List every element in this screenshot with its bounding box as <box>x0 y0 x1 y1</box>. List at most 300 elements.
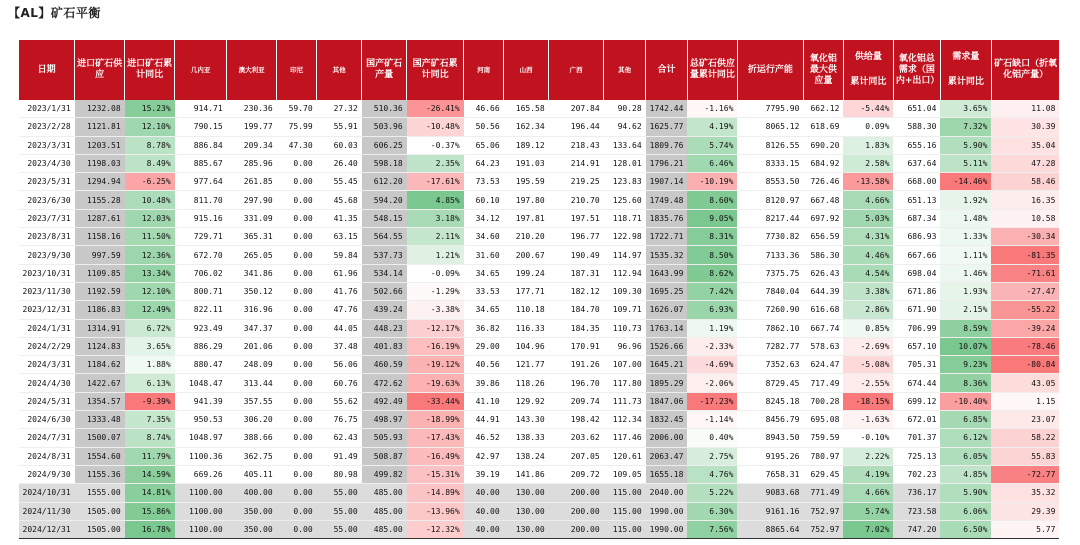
table-cell: 31.60 <box>464 246 504 264</box>
table-cell: 1294.94 <box>75 173 125 191</box>
table-cell: 362.75 <box>227 447 277 465</box>
table-cell: 94.62 <box>604 118 646 136</box>
table-cell: 5.90% <box>940 484 991 502</box>
table-cell: 790.15 <box>175 118 227 136</box>
table-cell: 626.43 <box>803 264 843 282</box>
table-cell: 1354.57 <box>75 392 125 410</box>
table-cell: 662.12 <box>803 100 843 118</box>
table-cell: 138.33 <box>504 429 549 447</box>
table-cell: -72.77 <box>991 465 1059 483</box>
table-cell: 55.83 <box>991 447 1059 465</box>
table-cell: -26.41% <box>407 100 464 118</box>
table-cell: 510.36 <box>362 100 407 118</box>
table-cell: 8.74% <box>125 429 175 447</box>
table-cell: 671.86 <box>893 282 940 300</box>
table-cell: 41.76 <box>317 282 362 300</box>
date-cell: 2023/1/31 <box>19 100 75 118</box>
table-cell: 8217.44 <box>737 209 803 227</box>
table-cell: 1895.29 <box>646 374 688 392</box>
date-cell: 2023/12/31 <box>19 301 75 319</box>
table-cell: 811.70 <box>175 191 227 209</box>
table-cell: 248.09 <box>227 356 277 374</box>
date-cell: 2023/7/31 <box>19 209 75 227</box>
table-cell: 16.78% <box>125 520 175 538</box>
table-cell: 120.61 <box>604 447 646 465</box>
table-cell: 699.12 <box>893 392 940 410</box>
table-cell: 91.49 <box>317 447 362 465</box>
table-row <box>19 356 1060 374</box>
table-cell: 130.00 <box>504 520 549 538</box>
table-cell: 1722.71 <box>646 228 688 246</box>
table-cell: 5.74% <box>843 502 893 520</box>
table-cell: 143.30 <box>504 411 549 429</box>
table-cell: 107.00 <box>604 356 646 374</box>
table-cell: 46.52 <box>464 429 504 447</box>
table-cell: 4.54% <box>843 264 893 282</box>
table-cell: 7375.75 <box>737 264 803 282</box>
table-cell: 191.26 <box>549 356 604 374</box>
table-cell: 1907.14 <box>646 173 688 191</box>
table-cell: 1121.81 <box>75 118 125 136</box>
table-cell: 162.34 <box>504 118 549 136</box>
table-cell: 7.35% <box>125 411 175 429</box>
table-cell: 8.59% <box>940 319 991 337</box>
column-header: 合计 <box>646 40 688 100</box>
table-cell: 115.00 <box>604 502 646 520</box>
table-cell: 198.42 <box>549 411 604 429</box>
table-cell: 548.15 <box>362 209 407 227</box>
table-row <box>19 429 1060 447</box>
table-cell: 8.62% <box>687 264 737 282</box>
table-cell: 55.00 <box>317 520 362 538</box>
table-cell: 214.91 <box>549 154 604 172</box>
table-cell: 357.55 <box>227 392 277 410</box>
table-cell: 23.07 <box>991 411 1059 429</box>
table-cell: 0.00 <box>277 209 317 227</box>
table-cell: 3.18% <box>407 209 464 227</box>
table-cell: 705.31 <box>893 356 940 374</box>
table-row <box>19 374 1060 392</box>
table-cell: 30.39 <box>991 118 1059 136</box>
table-cell: 736.17 <box>893 484 940 502</box>
table-cell: 1695.25 <box>646 282 688 300</box>
column-header: 折运行产能 <box>737 40 803 100</box>
table-cell: -15.31% <box>407 465 464 483</box>
table-cell: 341.86 <box>227 264 277 282</box>
table-cell: 672.70 <box>175 246 227 264</box>
table-cell: 104.96 <box>504 337 549 355</box>
table-cell: 0.00 <box>277 191 317 209</box>
table-cell: 1763.14 <box>646 319 688 337</box>
table-cell: 90.28 <box>604 100 646 118</box>
date-cell: 2023/11/30 <box>19 282 75 300</box>
table-cell: -55.22 <box>991 301 1059 319</box>
table-cell: 44.05 <box>317 319 362 337</box>
date-cell: 2024/3/31 <box>19 356 75 374</box>
table-cell: 297.90 <box>227 191 277 209</box>
table-cell: 1832.45 <box>646 411 688 429</box>
table-cell: 60.03 <box>317 136 362 154</box>
table-cell: 1505.00 <box>75 502 125 520</box>
table-cell: 1184.62 <box>75 356 125 374</box>
table-cell: 5.11% <box>940 154 991 172</box>
table-cell: 209.72 <box>549 465 604 483</box>
table-cell: 12.10% <box>125 118 175 136</box>
table-cell: -12.17% <box>407 319 464 337</box>
table-cell: 8729.45 <box>737 374 803 392</box>
table-cell: 35.32 <box>991 484 1059 502</box>
table-row <box>19 264 1060 282</box>
table-cell: 40.00 <box>464 484 504 502</box>
column-header: 印尼 <box>277 40 317 100</box>
table-cell: 977.64 <box>175 173 227 191</box>
table-cell: 6.85% <box>940 411 991 429</box>
table-cell: 6.93% <box>687 301 737 319</box>
date-cell: 2024/2/29 <box>19 337 75 355</box>
table-cell: 4.66% <box>843 484 893 502</box>
table-cell: -16.19% <box>407 337 464 355</box>
table-cell: -17.61% <box>407 173 464 191</box>
table-cell: 110.73 <box>604 319 646 337</box>
table-cell: -17.23% <box>687 392 737 410</box>
table-cell: 508.87 <box>362 447 407 465</box>
table-cell: 780.97 <box>803 447 843 465</box>
table-cell: 1500.07 <box>75 429 125 447</box>
table-cell: 73.53 <box>464 173 504 191</box>
table-cell: 923.49 <box>175 319 227 337</box>
table-cell: 598.18 <box>362 154 407 172</box>
table-cell: 261.85 <box>227 173 277 191</box>
table-cell: 4.76% <box>687 465 737 483</box>
table-cell: 0.00 <box>277 173 317 191</box>
table-cell: 7.56% <box>687 520 737 538</box>
table-cell: 201.06 <box>227 337 277 355</box>
table-cell: 9.23% <box>940 356 991 374</box>
table-cell: 76.75 <box>317 411 362 429</box>
table-cell: 191.03 <box>504 154 549 172</box>
table-cell: 130.00 <box>504 502 549 520</box>
table-row <box>19 136 1060 154</box>
table-cell: 0.00 <box>277 465 317 483</box>
table-cell: 189.12 <box>504 136 549 154</box>
table-cell: 117.80 <box>604 374 646 392</box>
table-cell: 502.66 <box>362 282 407 300</box>
table-cell: 184.70 <box>549 301 604 319</box>
table-cell: 747.20 <box>893 520 940 538</box>
table-cell: 1.46% <box>940 264 991 282</box>
table-row <box>19 301 1060 319</box>
table-cell: -81.35 <box>991 246 1059 264</box>
table-cell: 499.82 <box>362 465 407 483</box>
table-cell: 1203.51 <box>75 136 125 154</box>
table-cell: 6.06% <box>940 502 991 520</box>
table-cell: 0.00 <box>277 246 317 264</box>
table-cell: 350.00 <box>227 520 277 538</box>
table-cell: 46.66 <box>464 100 504 118</box>
table-cell: 34.12 <box>464 209 504 227</box>
table-cell: 12.36% <box>125 246 175 264</box>
table-cell: 60.76 <box>317 374 362 392</box>
column-header: 矿石缺口（折氧化铝产量） <box>991 40 1059 100</box>
table-cell: 2006.00 <box>646 429 688 447</box>
table-cell: 885.67 <box>175 154 227 172</box>
table-cell: -18.15% <box>843 392 893 410</box>
table-cell: 0.00 <box>277 374 317 392</box>
table-row <box>19 246 1060 264</box>
table-cell: 55.62 <box>317 392 362 410</box>
table-cell: 5.03% <box>843 209 893 227</box>
table-cell: 62.43 <box>317 429 362 447</box>
table-cell: 1.92% <box>940 191 991 209</box>
table-row <box>19 173 1060 191</box>
table-cell: 12.49% <box>125 301 175 319</box>
table-cell: 29.39 <box>991 502 1059 520</box>
table-cell: 8943.50 <box>737 429 803 447</box>
table-cell: 75.99 <box>277 118 317 136</box>
table-cell: 1192.59 <box>75 282 125 300</box>
table-cell: 2.75% <box>687 447 737 465</box>
table-cell: 197.51 <box>549 209 604 227</box>
table-cell: 1.48% <box>940 209 991 227</box>
table-cell: 196.77 <box>549 228 604 246</box>
column-header: 河南 <box>464 40 504 100</box>
table-cell: 7.42% <box>687 282 737 300</box>
table-cell: 1198.03 <box>75 154 125 172</box>
table-row <box>19 465 1060 483</box>
column-header: 氧化铝总需求（国内+出口） <box>893 40 940 100</box>
table-cell: 624.47 <box>803 356 843 374</box>
table-cell: 485.00 <box>362 484 407 502</box>
table-cell: 5.22% <box>687 484 737 502</box>
table-cell: 177.71 <box>504 282 549 300</box>
table-cell: -13.58% <box>843 173 893 191</box>
table-row <box>19 282 1060 300</box>
table-cell: 118.71 <box>604 209 646 227</box>
table-cell: 886.29 <box>175 337 227 355</box>
table-cell: 674.44 <box>893 374 940 392</box>
table-cell: 1186.83 <box>75 301 125 319</box>
table-cell: 1100.00 <box>175 484 227 502</box>
column-header: 日期 <box>19 40 75 100</box>
table-cell: -19.12% <box>407 356 464 374</box>
table-cell: 138.24 <box>504 447 549 465</box>
table-cell: 7840.04 <box>737 282 803 300</box>
table-cell: 1555.00 <box>75 484 125 502</box>
table-cell: 10.07% <box>940 337 991 355</box>
table-cell: 8333.15 <box>737 154 803 172</box>
table-cell: 3.38% <box>843 282 893 300</box>
table-cell: 1.83% <box>843 136 893 154</box>
table-cell: -33.44% <box>407 392 464 410</box>
table-row <box>19 411 1060 429</box>
table-cell: 667.48 <box>803 191 843 209</box>
table-cell: -6.25% <box>125 173 175 191</box>
table-cell: 118.26 <box>504 374 549 392</box>
table-cell: 26.40 <box>317 154 362 172</box>
table-cell: 58.22 <box>991 429 1059 447</box>
table-cell: 116.33 <box>504 319 549 337</box>
table-cell: 12.03% <box>125 209 175 227</box>
table-cell: -14.89% <box>407 484 464 502</box>
table-cell: -2.55% <box>843 374 893 392</box>
table-cell: 9195.26 <box>737 447 803 465</box>
table-cell: 199.24 <box>504 264 549 282</box>
table-cell: 197.80 <box>504 191 549 209</box>
table-cell: -10.48% <box>407 118 464 136</box>
table-cell: 47.76 <box>317 301 362 319</box>
table-cell: 112.34 <box>604 411 646 429</box>
table-cell: 184.35 <box>549 319 604 337</box>
column-header: 总矿石供应量累计同比 <box>687 40 737 100</box>
table-cell: 578.63 <box>803 337 843 355</box>
table-cell: 50.56 <box>464 118 504 136</box>
table-cell: 43.05 <box>991 374 1059 392</box>
table-cell: 1422.67 <box>75 374 125 392</box>
table-cell: 16.35 <box>991 191 1059 209</box>
table-cell: 196.70 <box>549 374 604 392</box>
table-cell: 629.45 <box>803 465 843 483</box>
table-cell: 401.83 <box>362 337 407 355</box>
table-cell: 759.59 <box>803 429 843 447</box>
table-cell: 7795.90 <box>737 100 803 118</box>
ore-balance-table <box>18 40 1059 539</box>
table-cell: 0.09% <box>843 118 893 136</box>
table-cell: 439.24 <box>362 301 407 319</box>
table-cell: 44.91 <box>464 411 504 429</box>
table-cell: 0.00 <box>277 228 317 246</box>
table-cell: 41.10 <box>464 392 504 410</box>
table-cell: -30.34 <box>991 228 1059 246</box>
table-cell: 170.91 <box>549 337 604 355</box>
table-cell: 123.83 <box>604 173 646 191</box>
table-cell: 7282.77 <box>737 337 803 355</box>
table-cell: 1643.99 <box>646 264 688 282</box>
table-cell: 1505.00 <box>75 520 125 538</box>
table-cell: 0.00 <box>277 429 317 447</box>
table-cell: 752.97 <box>803 520 843 538</box>
table-cell: 117.46 <box>604 429 646 447</box>
table-cell: 9.05% <box>687 209 737 227</box>
table-cell: 657.10 <box>893 337 940 355</box>
table-cell: 588.30 <box>893 118 940 136</box>
table-cell: 350.00 <box>227 502 277 520</box>
table-cell: 11.08 <box>991 100 1059 118</box>
table-cell: 2.58% <box>843 154 893 172</box>
table-cell: 0.00 <box>277 447 317 465</box>
table-cell: 8.49% <box>125 154 175 172</box>
table-cell: 4.66% <box>843 191 893 209</box>
table-cell: 203.62 <box>549 429 604 447</box>
table-cell: 190.49 <box>549 246 604 264</box>
table-cell: 42.97 <box>464 447 504 465</box>
date-cell: 2023/8/31 <box>19 228 75 246</box>
table-cell: 2040.00 <box>646 484 688 502</box>
table-cell: -71.61 <box>991 264 1059 282</box>
column-header: 国产矿石产量 <box>362 40 407 100</box>
table-cell: 0.00 <box>277 154 317 172</box>
table-cell: 306.20 <box>227 411 277 429</box>
table-cell: 1048.47 <box>175 374 227 392</box>
table-cell: 10.58 <box>991 209 1059 227</box>
table-cell: 2.22% <box>843 447 893 465</box>
table-cell: 1626.07 <box>646 301 688 319</box>
table-cell: 1.88% <box>125 356 175 374</box>
table-cell: 726.46 <box>803 173 843 191</box>
table-cell: 96.96 <box>604 337 646 355</box>
table-cell: 8.50% <box>687 246 737 264</box>
table-cell: 1.19% <box>687 319 737 337</box>
table-cell: 0.00 <box>277 264 317 282</box>
table-cell: 3.65% <box>125 337 175 355</box>
table-cell: 695.08 <box>803 411 843 429</box>
table-cell: -4.69% <box>687 356 737 374</box>
table-cell: 618.69 <box>803 118 843 136</box>
table-row <box>19 392 1060 410</box>
table-row <box>19 191 1060 209</box>
table-cell: 702.23 <box>893 465 940 483</box>
table-cell: 667.66 <box>893 246 940 264</box>
table-cell: 1990.00 <box>646 502 688 520</box>
table-cell: 1554.60 <box>75 447 125 465</box>
table-cell: 1100.00 <box>175 502 227 520</box>
table-cell: 671.90 <box>893 301 940 319</box>
table-cell: 1.33% <box>940 228 991 246</box>
table-cell: 729.71 <box>175 228 227 246</box>
table-cell: 165.58 <box>504 100 549 118</box>
table-cell: 1655.18 <box>646 465 688 483</box>
table-cell: 1625.77 <box>646 118 688 136</box>
table-cell: 0.00 <box>277 319 317 337</box>
table-cell: 1809.76 <box>646 136 688 154</box>
table-cell: -13.96% <box>407 502 464 520</box>
table-row <box>19 502 1060 520</box>
table-cell: 669.26 <box>175 465 227 483</box>
table-cell: 706.99 <box>893 319 940 337</box>
table-cell: -9.39% <box>125 392 175 410</box>
table-cell: -5.08% <box>843 356 893 374</box>
table-cell: 644.39 <box>803 282 843 300</box>
date-cell: 2024/7/31 <box>19 429 75 447</box>
table-cell: 0.00 <box>277 392 317 410</box>
table-cell: 11.79% <box>125 447 175 465</box>
table-cell: 39.86 <box>464 374 504 392</box>
table-cell: 472.62 <box>362 374 407 392</box>
table-cell: 0.00 <box>277 484 317 502</box>
table-cell: 35.04 <box>991 136 1059 154</box>
table-cell: -1.16% <box>687 100 737 118</box>
table-cell: 9083.68 <box>737 484 803 502</box>
date-cell: 2024/8/31 <box>19 447 75 465</box>
column-header: 澳大利亚 <box>227 40 277 100</box>
table-cell: 1333.48 <box>75 411 125 429</box>
table-cell: 668.00 <box>893 173 940 191</box>
table-cell: 534.14 <box>362 264 407 282</box>
table-cell: 0.00 <box>277 520 317 538</box>
table-row <box>19 100 1060 118</box>
table-cell: 586.30 <box>803 246 843 264</box>
table-cell: -18.99% <box>407 411 464 429</box>
table-cell: 331.09 <box>227 209 277 227</box>
table-cell: 656.59 <box>803 228 843 246</box>
column-header: 其他 <box>604 40 646 100</box>
table-cell: 485.00 <box>362 502 407 520</box>
table-cell: 8.78% <box>125 136 175 154</box>
table-cell: 219.25 <box>549 173 604 191</box>
table-cell: 3.65% <box>940 100 991 118</box>
table-cell: 12.10% <box>125 282 175 300</box>
table-cell: 1314.91 <box>75 319 125 337</box>
table-cell: 886.84 <box>175 136 227 154</box>
